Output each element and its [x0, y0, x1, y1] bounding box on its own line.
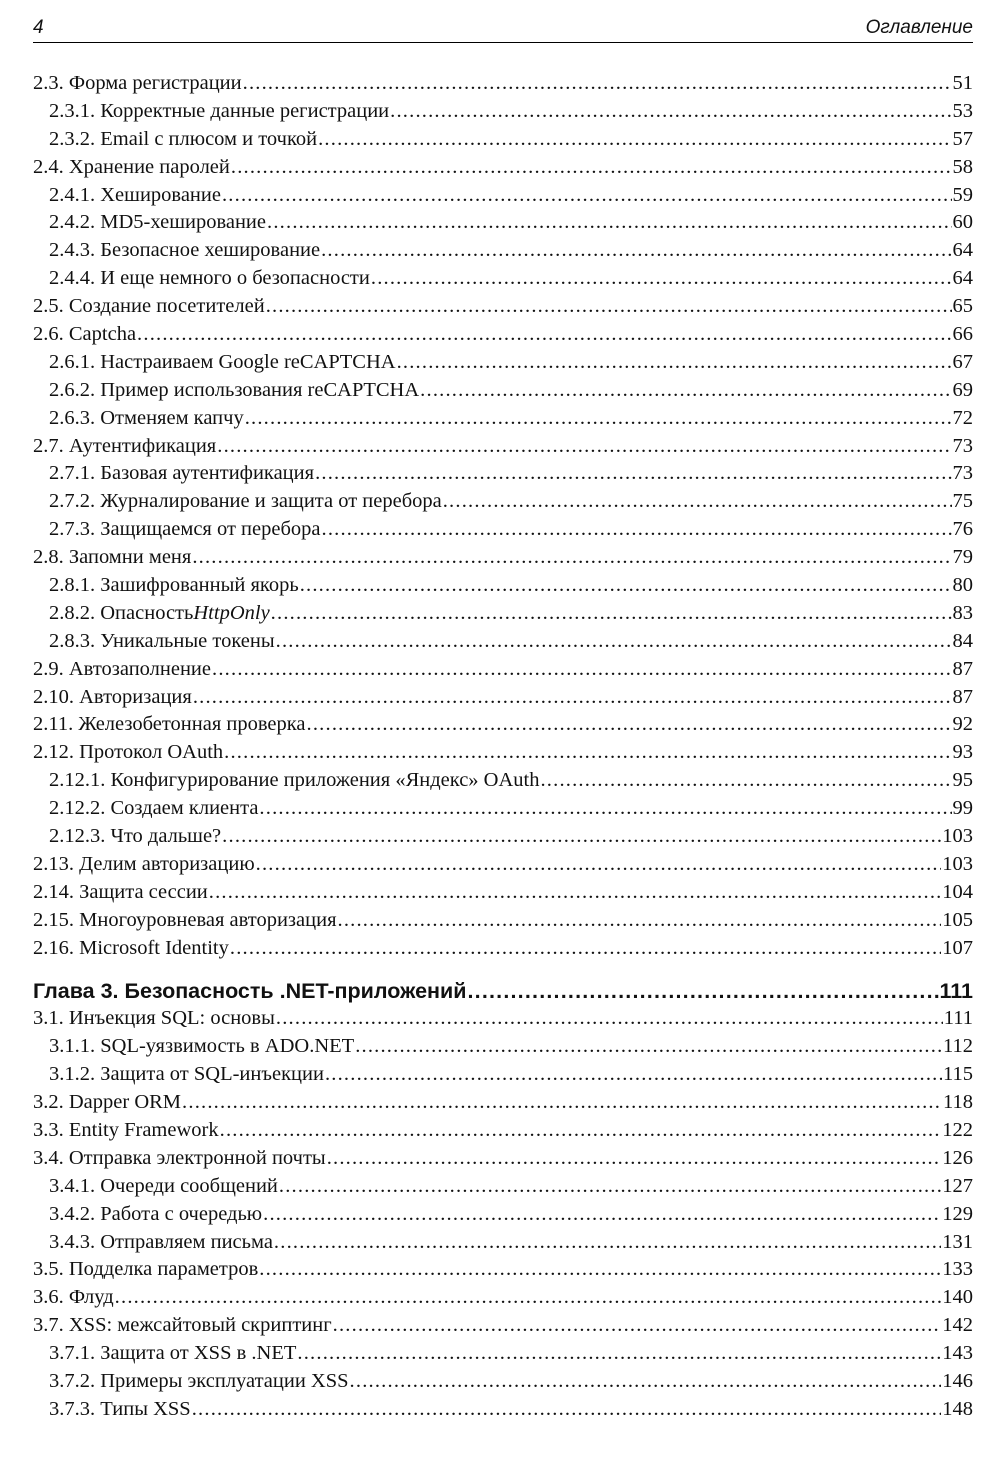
toc-page-number: 143 — [942, 1342, 973, 1365]
toc-entry — [33, 935, 973, 963]
dot-leader — [276, 1005, 943, 1033]
toc-entry-title: 3.4.3. Отправляем письма — [49, 1230, 273, 1253]
toc-page-number: 103 — [942, 825, 973, 848]
dot-leader — [271, 600, 952, 628]
toc-page-number: 64 — [952, 267, 973, 290]
toc-entry — [33, 1340, 973, 1368]
toc-entry-title: 2.4.2. MD5-хеширование — [49, 211, 267, 234]
toc-entry — [33, 237, 973, 265]
toc-entry — [33, 656, 973, 684]
toc-page-number: 115 — [943, 1063, 973, 1086]
toc-page-number: 112 — [943, 1035, 973, 1058]
toc-entry-title: 2.6.3. Отменяем капчу — [49, 406, 244, 429]
dot-leader — [315, 460, 951, 488]
dot-leader — [192, 544, 951, 572]
toc-entry-title: 2.4. Хранение паролей — [33, 155, 230, 178]
toc-entry-title: 3.5. Подделка параметров — [33, 1258, 259, 1281]
toc-page-number: 87 — [952, 657, 973, 680]
toc-entry — [33, 516, 973, 544]
toc-page-number: 92 — [952, 713, 973, 736]
toc-page-number: 142 — [942, 1314, 973, 1337]
toc-entry-title: 2.7.1. Базовая аутентификация — [49, 462, 315, 485]
toc-entry — [33, 377, 973, 405]
dot-leader — [540, 767, 951, 795]
toc-entry — [33, 460, 973, 488]
dot-leader — [217, 433, 951, 461]
toc-entry — [33, 1005, 973, 1033]
dot-leader — [350, 1368, 942, 1396]
toc-entry — [33, 70, 973, 98]
toc-entry — [33, 98, 973, 126]
dot-leader — [467, 978, 938, 1006]
toc-entry — [33, 1033, 973, 1061]
dot-leader — [443, 488, 952, 516]
dot-leader — [231, 154, 952, 182]
toc-entry-title: 2.12.1. Конфигурирование приложения «Яндекс» OAuth — [49, 769, 540, 792]
toc-entry — [33, 739, 973, 767]
toc-entry-title: 3.7. XSS: межсайтовый скриптинг — [33, 1314, 332, 1337]
toc-page-number: 104 — [942, 880, 973, 903]
dot-leader — [192, 1396, 942, 1424]
toc-entry — [33, 154, 973, 182]
dot-leader — [307, 711, 952, 739]
dot-leader — [333, 1312, 942, 1340]
toc-entry — [33, 1256, 973, 1284]
toc-entry — [33, 209, 973, 237]
toc-entry-title-italic: HttpOnly — [193, 601, 270, 624]
toc-page-number: 146 — [942, 1369, 973, 1392]
toc-page-number: 131 — [942, 1230, 973, 1253]
toc-page-number: 76 — [952, 518, 973, 541]
toc-page-number: 58 — [952, 155, 973, 178]
dot-leader — [327, 1145, 942, 1173]
toc-entry-title: 2.7. Аутентификация — [33, 434, 217, 457]
dot-leader — [245, 405, 952, 433]
toc-entry-title: 2.3. Форма регистрации — [33, 72, 242, 94]
toc-entry-title: 2.16. Microsoft Identity — [33, 936, 229, 959]
toc-entry — [33, 488, 973, 516]
toc-entry — [33, 572, 973, 600]
dot-leader — [321, 237, 951, 265]
toc-entry-title: 2.8.2. Опасность — [49, 601, 194, 624]
dot-leader — [390, 98, 951, 126]
toc-entry-title: 2.13. Делим авторизацию — [33, 852, 255, 875]
toc-entry — [33, 265, 973, 293]
toc-page-number: 122 — [942, 1118, 973, 1141]
dot-leader — [222, 823, 941, 851]
toc-entry-title: 2.12.2. Создаем клиента — [49, 797, 259, 820]
dot-leader — [243, 70, 952, 98]
toc-page-number: 140 — [942, 1286, 973, 1309]
toc-page-number: 83 — [952, 601, 973, 624]
dot-leader — [256, 851, 942, 879]
toc-entry-title: 3.1.1. SQL-уязвимость в ADO.NET — [49, 1035, 355, 1058]
dot-leader — [338, 907, 942, 935]
toc-entry — [33, 823, 973, 851]
toc-entry-title: 3.4.1. Очереди сообщений — [49, 1174, 278, 1197]
toc-entry — [33, 767, 973, 795]
dot-leader — [322, 516, 952, 544]
toc-entry-title: 2.4.1. Хеширование — [49, 183, 221, 206]
toc-entry — [33, 600, 973, 628]
toc-entry-title: 2.10. Авторизация — [33, 685, 192, 708]
toc-page-number: 80 — [952, 574, 973, 597]
dot-leader — [420, 377, 951, 405]
toc-entry — [33, 1229, 973, 1257]
toc-entry-title: 3.1. Инъекция SQL: основы — [33, 1007, 275, 1030]
toc-entry-title: 3.4.2. Работа с очередью — [49, 1202, 263, 1225]
toc-entry-title: 2.15. Многоуровневая авторизация — [33, 908, 337, 931]
toc-entry — [33, 126, 973, 154]
toc-entry-title: 3.6. Флуд — [33, 1286, 114, 1309]
toc-entry — [33, 684, 973, 712]
toc-entry — [33, 321, 973, 349]
toc-entry-title: 2.3.1. Корректные данные регистрации — [49, 99, 390, 122]
toc-page-number: 129 — [942, 1202, 973, 1225]
toc-entry — [33, 433, 973, 461]
toc-entry-title: 2.6.1. Настраиваем Google reCAPTCHA — [49, 350, 396, 373]
toc-entry-title: 2.5. Создание посетителей — [33, 295, 265, 318]
dot-leader — [222, 182, 952, 210]
dot-leader — [397, 349, 952, 377]
dot-leader — [279, 1173, 941, 1201]
toc-page-number: 64 — [952, 239, 973, 262]
dot-leader — [355, 1033, 942, 1061]
dot-leader — [266, 293, 952, 321]
toc-entry-title: 2.6. Captcha — [33, 323, 137, 346]
toc-entry — [33, 293, 973, 321]
dot-leader — [259, 795, 951, 823]
toc-entry — [33, 405, 973, 433]
toc-entry-title: 2.3.2. Email с плюсом и точкой — [49, 127, 318, 150]
toc-entry-title: 3.4. Отправка электронной почты — [33, 1146, 326, 1169]
toc-entry-title: 2.8. Запомни меня — [33, 546, 192, 569]
toc-page-number: 73 — [952, 462, 973, 485]
dot-leader — [276, 628, 952, 656]
toc-page-number: 126 — [942, 1146, 973, 1169]
running-title: Оглавление — [865, 17, 973, 38]
toc-entry-title: 2.8.3. Уникальные токены — [49, 629, 275, 652]
toc-page-number: 111 — [939, 978, 973, 1003]
toc-entry — [33, 1284, 973, 1312]
toc-page-number: 57 — [952, 127, 973, 150]
toc-page-number: 148 — [942, 1397, 973, 1420]
toc-entry — [33, 182, 973, 210]
toc-entry-title: 2.7.2. Журналирование и защита от перебора — [49, 490, 442, 513]
dot-leader — [371, 265, 952, 293]
toc-entry — [33, 544, 973, 572]
toc-page-number: 103 — [942, 852, 973, 875]
toc-entry — [33, 1201, 973, 1229]
page-number: 4 — [33, 17, 44, 38]
dot-leader — [224, 739, 951, 767]
dot-leader — [193, 684, 952, 712]
table-of-contents — [33, 70, 973, 1424]
dot-leader — [182, 1089, 942, 1117]
toc-entry-title: 2.4.4. И еще немного о безопасности — [49, 267, 370, 290]
toc-entry-title: 2.14. Защита сессии — [33, 880, 208, 903]
toc-entry — [33, 1117, 973, 1145]
dot-leader — [137, 321, 951, 349]
toc-page-number: 127 — [942, 1174, 973, 1197]
toc-page-number: 73 — [952, 434, 973, 457]
toc-page-number: 53 — [952, 99, 973, 122]
dot-leader — [267, 209, 951, 237]
dot-leader — [300, 572, 952, 600]
toc-page-number: 67 — [952, 350, 973, 373]
dot-leader — [297, 1340, 941, 1368]
toc-page-number: 99 — [952, 797, 973, 820]
dot-leader — [212, 656, 951, 684]
dot-leader — [209, 879, 941, 907]
dot-leader — [263, 1201, 941, 1229]
toc-entry-title: 3.7.2. Примеры эксплуатации XSS — [49, 1369, 349, 1392]
toc-page-number: 107 — [942, 936, 973, 959]
toc-entry-title: 2.12. Протокол OAuth — [33, 741, 224, 764]
toc-entry — [33, 349, 973, 377]
toc-entry-title: 3.3. Entity Framework — [33, 1118, 219, 1141]
toc-page-number: 72 — [952, 406, 973, 429]
dot-leader — [274, 1229, 941, 1257]
toc-chapter-entry — [33, 978, 973, 1006]
dot-leader — [325, 1061, 942, 1089]
toc-entry — [33, 879, 973, 907]
toc-page-number: 93 — [952, 741, 973, 764]
dot-leader — [318, 126, 951, 154]
toc-entry-title: 3.2. Dapper ORM — [33, 1091, 182, 1114]
toc-entry — [33, 851, 973, 879]
toc-entry-title: 3.7.3. Типы XSS — [49, 1397, 191, 1420]
toc-entry-title: 2.8.1. Зашифрованный якорь — [49, 574, 299, 597]
dot-leader — [259, 1256, 941, 1284]
toc-entry-title: 2.11. Железобетонная проверка — [33, 713, 306, 736]
toc-entry — [33, 1145, 973, 1173]
dot-leader — [115, 1284, 942, 1312]
toc-page-number: 60 — [952, 211, 973, 234]
toc-page-number: 51 — [952, 72, 973, 94]
toc-page-number: 84 — [952, 629, 973, 652]
page-header — [33, 14, 973, 43]
toc-entry — [33, 711, 973, 739]
toc-page-number: 69 — [952, 378, 973, 401]
toc-entry-title: 3.7.1. Защита от XSS в .NET — [49, 1342, 297, 1365]
toc-entry-title: 2.4.3. Безопасное хеширование — [49, 239, 321, 262]
toc-page-number: 79 — [952, 546, 973, 569]
toc-entry — [33, 1173, 973, 1201]
toc-entry — [33, 628, 973, 656]
toc-entry — [33, 1312, 973, 1340]
toc-page-number: 111 — [943, 1007, 973, 1030]
dot-leader — [230, 935, 941, 963]
toc-entry — [33, 1368, 973, 1396]
toc-page-number: 87 — [952, 685, 973, 708]
toc-entry-title: 2.6.2. Пример использования reCAPTCHA — [49, 378, 420, 401]
toc-page-number: 118 — [943, 1091, 973, 1114]
toc-entry — [33, 1061, 973, 1089]
toc-page-number: 66 — [952, 323, 973, 346]
toc-page-number: 65 — [952, 295, 973, 318]
toc-entry — [33, 1089, 973, 1117]
toc-entry-title: 2.9. Автозаполнение — [33, 657, 212, 680]
toc-entry — [33, 1396, 973, 1424]
toc-page-number: 59 — [952, 183, 973, 206]
toc-page-number: 133 — [942, 1258, 973, 1281]
toc-page-number: 75 — [952, 490, 973, 513]
toc-entry — [33, 795, 973, 823]
toc-entry-title: 2.12.3. Что дальше? — [49, 825, 222, 848]
toc-entry-title: 3.1.2. Защита от SQL-инъекции — [49, 1063, 324, 1086]
toc-page-number: 95 — [952, 769, 973, 792]
toc-page-number: 105 — [942, 908, 973, 931]
toc-entry — [33, 907, 973, 935]
toc-entry-title: 2.7.3. Защищаемся от перебора — [49, 518, 321, 541]
dot-leader — [220, 1117, 942, 1145]
toc-entry-title: Глава 3. Безопасность .NET-приложений — [33, 978, 467, 1003]
